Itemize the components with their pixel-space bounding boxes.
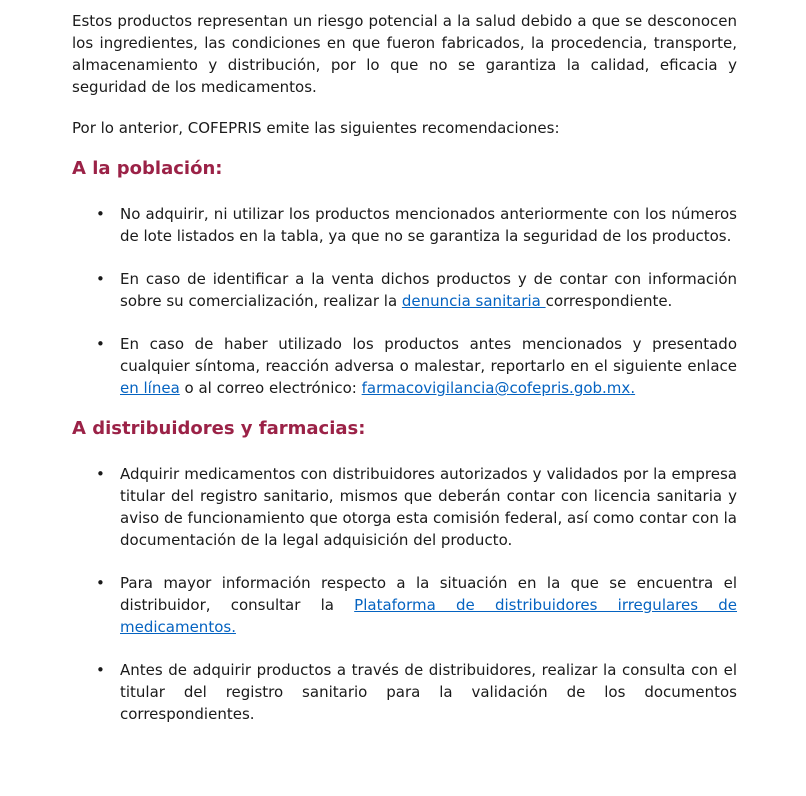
bullet-icon: •	[96, 335, 105, 353]
population-heading: A la población:	[72, 158, 223, 179]
plataforma-distribuidores-link[interactable]: Plataforma de distribuidores irregulares de medicamentos.	[120, 596, 738, 636]
bullet-icon: •	[96, 465, 105, 483]
recommendations-intro: Por lo anterior, COFEPRIS emite las siguientes recomendaciones:	[72, 119, 560, 137]
item-text: No adquirir, ni utilizar los productos mencionados anteriormente con los números de lote listados en la tabla, ya que no se garantiza la seguridad de los productos.	[120, 205, 737, 245]
email-link-period[interactable]: .	[630, 379, 636, 397]
en-linea-link[interactable]: en línea	[120, 379, 180, 397]
list-item	[72, 659, 737, 725]
document-page	[72, 10, 737, 725]
item-text: En caso de haber utilizado los productos antes mencionados y presentado cualquier síntoma, reacción adversa o malestar, reportarlo en el siguiente enlace	[120, 335, 737, 375]
item-text: Para mayor información respecto a la situación en la que se encuentra el distribuidor, consultar la	[120, 574, 737, 614]
list-item	[72, 572, 737, 638]
intro-paragraph: Estos productos representan un riesgo potencial a la salud debido a que se desconocen los ingredientes, las condiciones en que fueron fabricados, la procedencia, transporte, almacenamiento y distribución, por lo que no se garantiza la calidad, eficacia y seguridad de los medicamentos.	[72, 12, 737, 96]
bullet-icon: •	[96, 661, 105, 679]
list-item	[72, 203, 737, 247]
list-item	[72, 268, 737, 312]
distributors-list	[72, 463, 737, 725]
bullet-icon: •	[96, 574, 105, 592]
bullet-icon: •	[96, 270, 105, 288]
bullet-icon: •	[96, 205, 105, 223]
list-item	[72, 333, 737, 399]
population-list	[72, 203, 737, 399]
email-link[interactable]: farmacovigilancia@cofepris.gob.mx	[361, 379, 631, 397]
item-text: o al correo electrónico:	[179, 379, 362, 397]
denuncia-sanitaria-link[interactable]: denuncia sanitaria	[401, 292, 546, 310]
item-text: Adquirir medicamentos con distribuidores autorizados y validados por la empresa titular del registro sanitario, mismos que deberán contar con licencia sanitaria y aviso de funcionamiento que otorga esta comisión federal, así como contar con la documentación de la legal adquisición del producto.	[120, 465, 737, 549]
list-item	[72, 463, 737, 551]
distributors-heading: A distribuidores y farmacias:	[72, 418, 366, 439]
item-text: correspondiente.	[545, 292, 673, 310]
item-text: En caso de identificar a la venta dichos productos y de contar con información sobre su comercialización, realizar la	[120, 270, 737, 310]
item-text: Antes de adquirir productos a través de distribuidores, realizar la consulta con el titular del registro sanitario para la validación de los documentos correspondientes.	[120, 661, 737, 723]
